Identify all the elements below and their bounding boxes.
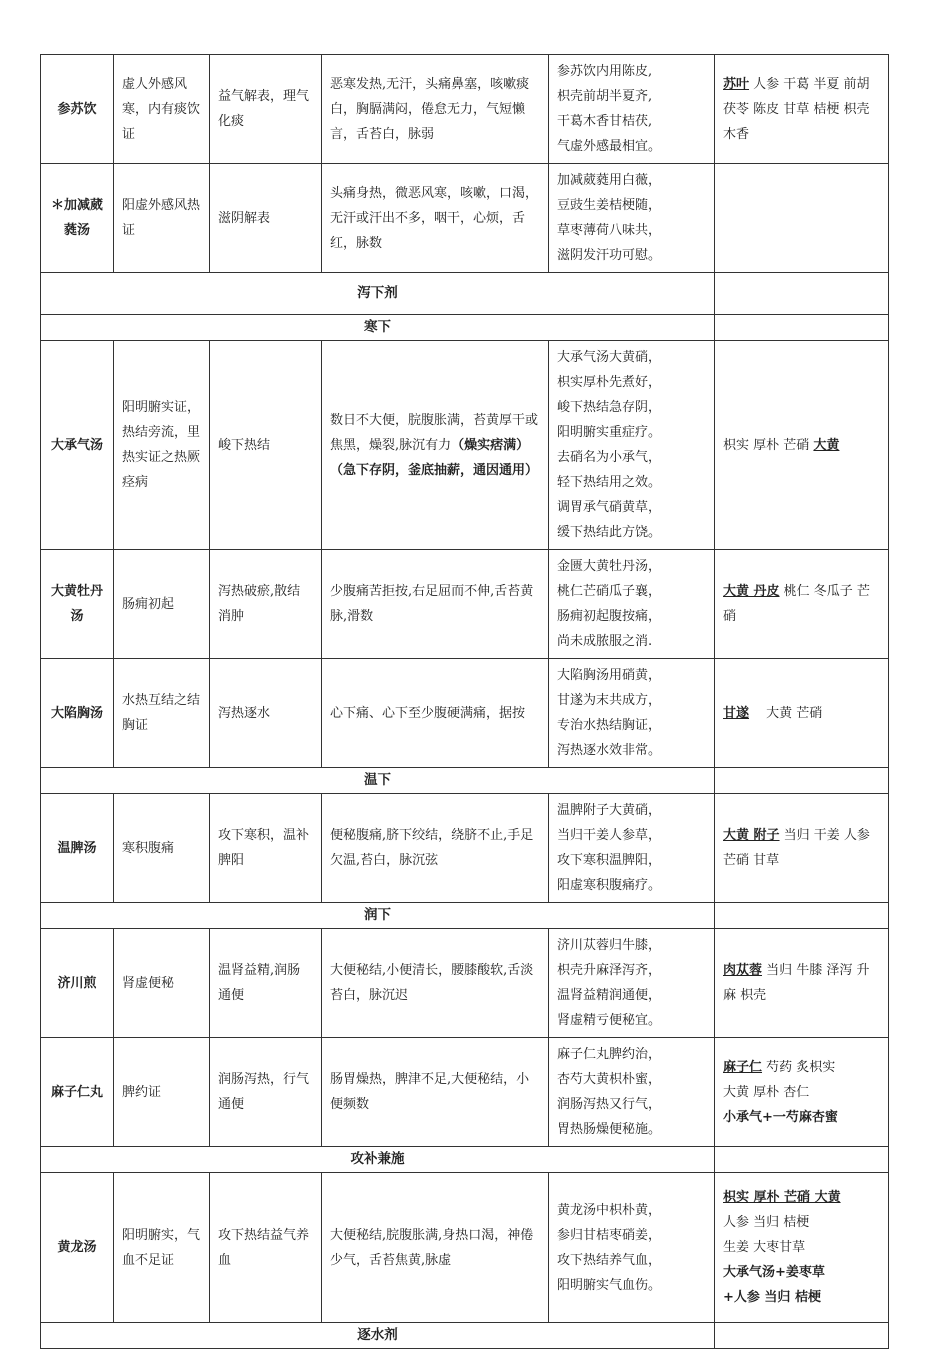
- song-line: 豆豉生姜桔梗随，: [557, 198, 662, 213]
- subsection-row: [41, 1147, 889, 1173]
- formula-herbs: [715, 341, 889, 550]
- herbs-mnemonic: 小承气+一芍麻杏蜜: [723, 1109, 838, 1125]
- song-line: 枳壳前胡半夏齐,: [557, 89, 653, 104]
- formula-function: 泻热破瘀,散结消肿: [210, 550, 322, 659]
- formula-function: 攻下热结益气养血: [210, 1173, 322, 1323]
- empty-cell: [715, 1323, 889, 1349]
- song-line: 桃仁芒硝瓜子襄，: [557, 584, 662, 599]
- formula-song: [549, 341, 715, 550]
- formula-herbs: [715, 659, 889, 768]
- song-line: 草枣薄荷八味共，: [557, 223, 662, 238]
- song-line: 阳虚寒积腹痛疗。: [557, 878, 662, 893]
- formula-function: 润肠泻热，行气通便: [210, 1038, 322, 1147]
- formula-indication: 脾约证: [114, 1038, 210, 1147]
- formula-table: [40, 54, 889, 1349]
- formula-name: 黄龙汤: [41, 1173, 114, 1323]
- formula-name: 温脾汤: [41, 794, 114, 903]
- herbs-key: 苏叶: [723, 76, 750, 92]
- formula-song: [549, 1038, 715, 1147]
- song-line: 阳明腑实气血伤。: [557, 1277, 662, 1293]
- formula-name: 大黄牡丹汤: [41, 550, 114, 659]
- symptoms-text: 数日不大便，脘腹胀满，苔黄厚干或焦黑，燥裂,脉沉有力: [330, 412, 539, 453]
- song-line: 麻子仁丸脾约治，: [557, 1047, 662, 1062]
- herbs-line: 人参 当归 桔梗: [723, 1215, 810, 1230]
- song-line: 肠痈初起腹按痛，: [557, 609, 662, 624]
- formula-herbs: [715, 550, 889, 659]
- herbs-line: 大黄 厚朴 杏仁: [723, 1084, 810, 1100]
- subsection-row: [41, 315, 889, 341]
- herbs-mnemonic: +人参 当归 桔梗: [723, 1290, 821, 1305]
- herbs-rest: 当归 牛膝 泽泻 升麻 枳壳: [723, 963, 870, 1003]
- song-line: 去硝名为小承气，: [557, 450, 662, 465]
- song-line: 干葛木香甘桔茯,: [557, 114, 653, 129]
- formula-function: 泻热逐水: [210, 659, 322, 768]
- song-line: 温脾附子大黄硝，: [557, 803, 662, 818]
- song-line: 温肾益精润通便，: [557, 988, 662, 1003]
- song-line: 大承气汤大黄硝，: [557, 350, 662, 365]
- formula-function: 益气解表，理气化痰: [210, 55, 322, 164]
- song-line: 杏芍大黄枳朴蜜，: [557, 1072, 662, 1087]
- formula-function: 滋阴解表: [210, 164, 322, 273]
- song-line: 甘遂为末共成方，: [557, 693, 662, 708]
- formula-indication: 肾虚便秘: [114, 929, 210, 1038]
- song-line: 专治水热结胸证，: [557, 718, 662, 733]
- herbs-key: 麻子仁: [723, 1059, 763, 1075]
- formula-function: 攻下寒积，温补脾阳: [210, 794, 322, 903]
- table-row: [41, 659, 889, 768]
- subsection-title: 润下: [41, 903, 715, 929]
- formula-song: [549, 550, 715, 659]
- herbs-mnemonic: 大承气汤+姜枣草: [723, 1265, 825, 1280]
- formula-herbs: [715, 55, 889, 164]
- formula-indication: 阳明腑实证，热结旁流，里热实证之热厥痉病: [114, 341, 210, 550]
- herbs-key: 甘遂: [723, 705, 750, 721]
- herbs-rest: 枳实 厚朴 芒硝: [723, 437, 814, 453]
- song-line: 枳实厚朴先煮好，: [557, 375, 662, 390]
- formula-indication: 肠痈初起: [114, 550, 210, 659]
- formula-symptoms: 恶寒发热,无汗，头痛鼻塞，咳嗽痰白，胸膈满闷，倦怠无力，气短懒言，舌苔白，脉弱: [322, 55, 549, 164]
- song-line: 胃热肠燥便秘施。: [557, 1122, 662, 1137]
- table-row: [41, 929, 889, 1038]
- formula-name: 麻子仁丸: [41, 1038, 114, 1147]
- formula-indication: 阳明腑实，气血不足证: [114, 1173, 210, 1323]
- song-line: 峻下热结急存阴，: [557, 400, 662, 415]
- subsection-title: 攻补兼施: [41, 1147, 715, 1173]
- table-row: [41, 341, 889, 550]
- song-line: 泻热逐水效非常。: [557, 743, 662, 758]
- subsection-row: [41, 903, 889, 929]
- song-line: 气虚外感最相宜。: [557, 139, 662, 154]
- herbs-rest: 大黄 芒硝: [749, 705, 823, 721]
- formula-song: [549, 659, 715, 768]
- empty-cell: [715, 273, 889, 315]
- empty-cell: [715, 315, 889, 341]
- song-line: 润肠泻热又行气，: [557, 1097, 662, 1112]
- empty-cell: [715, 1147, 889, 1173]
- formula-symptoms: 便秘腹痛,脐下绞结，绕脐不止,手足欠温,苔白，脉沉弦: [322, 794, 549, 903]
- song-line: 枳壳升麻泽泻齐，: [557, 963, 662, 978]
- subsection-title: 寒下: [41, 315, 715, 341]
- song-line: 滋阴发汗功可慰。: [557, 248, 662, 263]
- formula-symptoms: [322, 341, 549, 550]
- formula-name: 济川煎: [41, 929, 114, 1038]
- formula-song: [549, 929, 715, 1038]
- formula-herbs: [715, 929, 889, 1038]
- herbs-key: 大黄 丹皮: [723, 584, 780, 599]
- song-line: 大陷胸汤用硝黄，: [557, 668, 662, 683]
- section-title: 泻下剂: [41, 273, 715, 315]
- formula-herbs: [715, 1038, 889, 1147]
- formula-symptoms: 肠胃燥热，脾津不足,大便秘结，小便频数: [322, 1038, 549, 1147]
- herbs-rest: 桃仁 冬瓜子 芒硝: [723, 584, 870, 624]
- formula-song: [549, 55, 715, 164]
- formula-symptoms: 心下痛、心下至少腹硬满痛，据按: [322, 659, 549, 768]
- formula-song: [549, 1173, 715, 1323]
- formula-indication: 寒积腹痛: [114, 794, 210, 903]
- song-line: 调胃承气硝黄草，: [557, 500, 662, 515]
- song-line: 当归干姜人参草，: [557, 828, 662, 843]
- formula-function: 温肾益精,润肠通便: [210, 929, 322, 1038]
- herbs-key: 枳实 厚朴 芒硝 大黄: [723, 1190, 841, 1205]
- song-line: 参归甘桔枣硝姜，: [557, 1227, 662, 1243]
- subsection-title: 温下: [41, 768, 715, 794]
- song-line: 轻下热结用之效。: [557, 475, 662, 490]
- herbs-key: 大黄: [813, 437, 840, 453]
- symptoms-key: （燥实痞满）（急下存阴，釜底抽薪，通因通用）: [330, 437, 539, 478]
- formula-song: [549, 164, 715, 273]
- song-line: 济川苁蓉归牛膝，: [557, 938, 662, 953]
- formula-function: 峻下热结: [210, 341, 322, 550]
- formula-name: 参苏饮: [41, 55, 114, 164]
- herbs-line: 生姜 大枣甘草: [723, 1240, 806, 1255]
- empty-cell: [715, 903, 889, 929]
- song-line: 缓下热结此方饶。: [557, 525, 662, 540]
- subsection-row: [41, 768, 889, 794]
- herbs-rest: 芍药 炙枳实: [762, 1059, 836, 1075]
- formula-symptoms: 少腹痛苦拒按,右足屈而不伸,舌苔黄脉,滑数: [322, 550, 549, 659]
- formula-herbs: [715, 164, 889, 273]
- formula-herbs: [715, 1173, 889, 1323]
- herbs-key: 肉苁蓉: [723, 963, 763, 978]
- formula-name: ＊加减葳蕤汤: [41, 164, 114, 273]
- formula-name: 大陷胸汤: [41, 659, 114, 768]
- herbs-rest: 当归 干姜 人参 芒硝 甘草: [723, 828, 870, 868]
- song-line: 加减葳蕤用白薇，: [557, 173, 662, 188]
- table-row: [41, 55, 889, 164]
- song-line: 攻下热结养气血，: [557, 1252, 662, 1268]
- formula-symptoms: 头痛身热，微恶风寒，咳嗽，口渴，无汗或汗出不多，咽干，心烦，舌红，脉数: [322, 164, 549, 273]
- song-line: 参苏饮内用陈皮,: [557, 64, 653, 79]
- table-row: [41, 550, 889, 659]
- formula-symptoms: 大便秘结,小便清长，腰膝酸软,舌淡苔白，脉沉迟: [322, 929, 549, 1038]
- formula-symptoms: 大便秘结,脘腹胀满,身热口渴，神倦少气，舌苔焦黄,脉虚: [322, 1173, 549, 1323]
- formula-herbs: [715, 794, 889, 903]
- song-line: 阳明腑实重症疗。: [557, 425, 662, 440]
- herbs-key: 大黄 附子: [723, 828, 780, 843]
- table-row: [41, 164, 889, 273]
- section-row: [41, 273, 889, 315]
- formula-name: 大承气汤: [41, 341, 114, 550]
- herbs-rest: 人参 干葛 半夏 前胡 茯苓 陈皮 甘草 桔梗 枳壳 木香: [723, 76, 870, 142]
- table-row: [41, 1173, 889, 1323]
- formula-indication: 阳虚外感风热证: [114, 164, 210, 273]
- section-title: 逐水剂: [41, 1323, 715, 1349]
- empty-cell: [715, 768, 889, 794]
- song-line: 肾虚精亏便秘宜。: [557, 1013, 662, 1028]
- song-line: 攻下寒积温脾阳，: [557, 853, 662, 868]
- formula-indication: 虚人外感风寒，内有痰饮证: [114, 55, 210, 164]
- table-row: [41, 1038, 889, 1147]
- formula-song: [549, 794, 715, 903]
- formula-indication: 水热互结之结胸证: [114, 659, 210, 768]
- song-line: 黄龙汤中枳朴黄，: [557, 1202, 662, 1218]
- song-line: 金匮大黄牡丹汤，: [557, 559, 662, 574]
- song-line: 尚未成脓服之消.: [557, 634, 653, 649]
- table-row: [41, 794, 889, 903]
- section-row: [41, 1323, 889, 1349]
